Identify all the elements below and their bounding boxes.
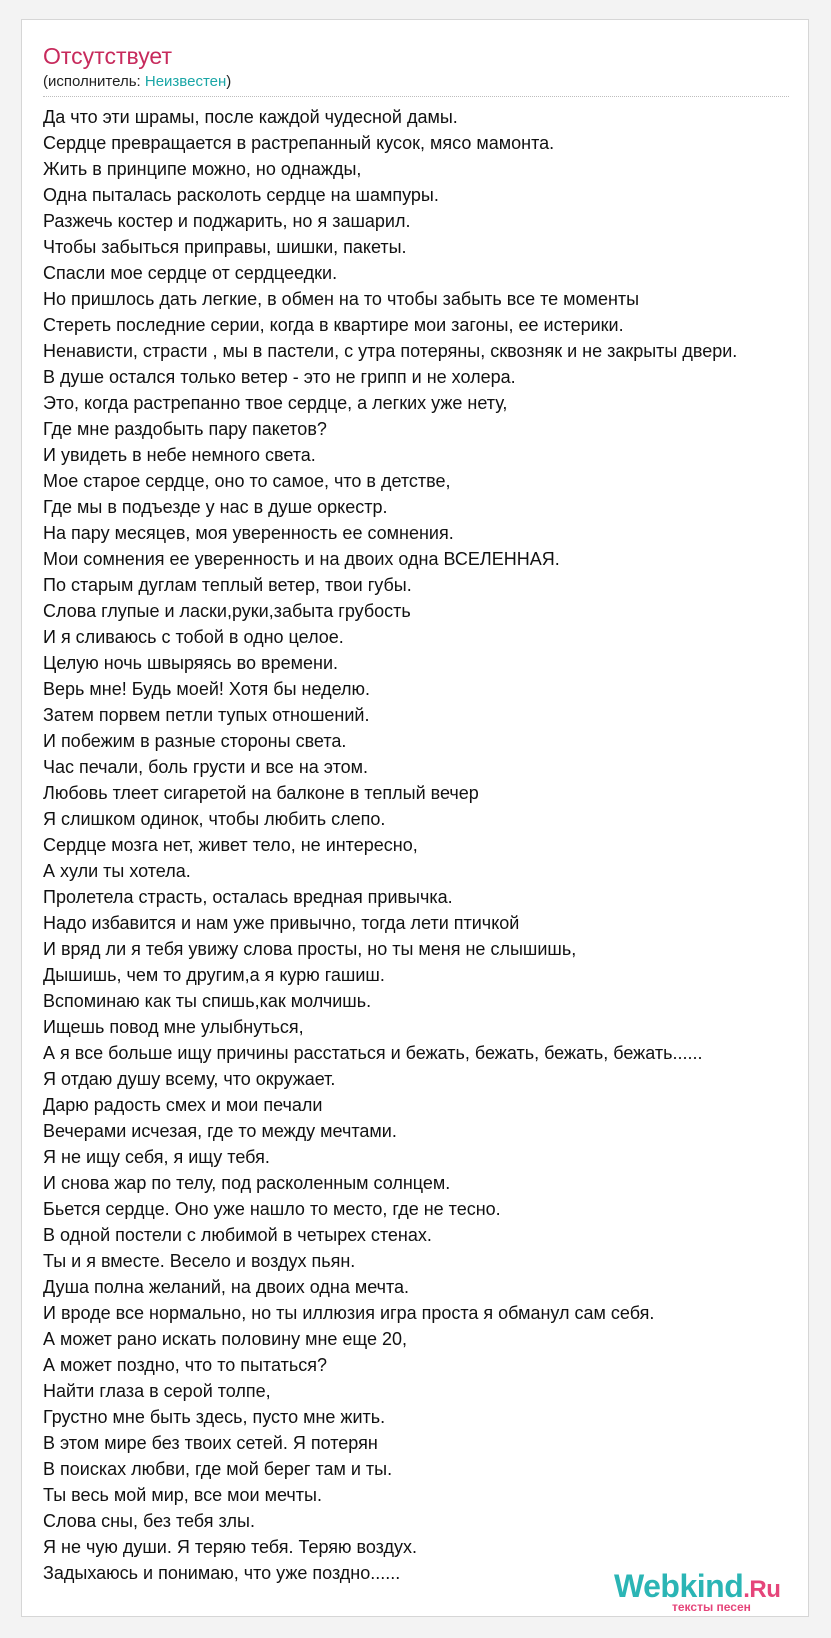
artist-suffix: ) (226, 73, 232, 90)
lyric-line: Я отдаю душу всему, что окружает. (43, 1069, 336, 1089)
lyric-line: Грустно мне быть здесь, пусто мне жить. (43, 1407, 386, 1427)
lyric-line: Я слишком одинок, чтобы любить слепо. (43, 809, 386, 829)
logo-tld-text: .Ru (743, 1576, 781, 1603)
artist-link[interactable]: Неизвестен (144, 73, 227, 90)
lyric-line: Задыхаюсь и понимаю, что уже поздно...... (43, 1563, 401, 1583)
lyric-line: Мои сомнения ее уверенность и на двоих одна ВСЕЛЕННАЯ. (43, 549, 560, 569)
lyric-line: Сердце мозга нет, живет тело, не интересно, (43, 835, 418, 855)
lyric-line: По старым дуглам теплый ветер, твои губы. (43, 575, 412, 595)
lyric-line: Найти глаза в серой толпе, (43, 1381, 271, 1401)
lyric-line: Вспоминаю как ты спишь,как молчишь. (43, 991, 372, 1011)
lyric-line: Любовь тлеет сигаретой на балконе в теплый вечер (43, 783, 479, 803)
lyric-line: В душе остался только ветер - это не грипп и не холера. (43, 367, 516, 387)
lyric-line: Бьется сердце. Оно уже нашло то место, где не тесно. (43, 1199, 501, 1219)
lyric-line: А может поздно, что то пытаться? (43, 1355, 327, 1375)
lyric-line: И снова жар по телу, под расколенным солнцем. (43, 1173, 451, 1193)
lyric-line: Да что эти шрамы, после каждой чудесной дамы. (43, 107, 458, 127)
lyrics-block (43, 104, 823, 1586)
lyric-line: Но пришлось дать легкие, в обмен на то чтобы забыть все те моменты (43, 289, 640, 309)
site-logo[interactable] (614, 1566, 814, 1616)
lyric-line: Надо избавится и нам уже привычно, тогда лети птичкой (43, 913, 520, 933)
lyric-line: Сердце превращается в растрепанный кусок, мясо мамонта. (43, 133, 555, 153)
lyric-line: А хули ты хотела. (43, 861, 191, 881)
title-divider (43, 96, 789, 97)
lyric-line: На пару месяцев, моя уверенность ее сомнения. (43, 523, 454, 543)
lyric-line: Вечерами исчезая, где то между мечтами. (43, 1121, 397, 1141)
lyric-line: И увидеть в небе немного света. (43, 445, 316, 465)
lyric-line: Спасли мое сердце от сердцеедки. (43, 263, 338, 283)
lyric-line: А может рано искать половину мне еще 20, (43, 1329, 408, 1349)
lyric-line: В одной постели с любимой в четырех стенах. (43, 1225, 432, 1245)
lyric-line: Ищешь повод мне улыбнуться, (43, 1017, 304, 1037)
lyric-line: Дышишь, чем то другим,а я курю гашиш. (43, 965, 385, 985)
lyric-line: А я все больше ищу причины расстаться и бежать, бежать, бежать, бежать...... (43, 1043, 703, 1063)
lyric-line: Затем порвем петли тупых отношений. (43, 705, 370, 725)
song-title: Отсутствует (43, 43, 172, 69)
lyric-line: Душа полна желаний, на двоих одна мечта. (43, 1277, 410, 1297)
lyric-line: Где мы в подъезде у нас в душе оркестр. (43, 497, 388, 517)
lyric-line: И вряд ли я тебя увижу слова просты, но ты меня не слышишь, (43, 939, 577, 959)
lyric-line: Жить в принципе можно, но однажды, (43, 159, 362, 179)
lyric-line: Стереть последние серии, когда в квартире мои загоны, ее истерики. (43, 315, 624, 335)
lyric-line: И я сливаюсь с тобой в одно целое. (43, 627, 344, 647)
lyric-line: Целую ночь швыряясь во времени. (43, 653, 339, 673)
artist-prefix: (исполнитель: (43, 73, 145, 90)
lyric-line: Ты и я вместе. Весело и воздух пьян. (43, 1251, 356, 1271)
lyric-line: Дарю радость смех и мои печали (43, 1095, 323, 1115)
lyric-line: Ты весь мой мир, все мои мечты. (43, 1485, 322, 1505)
lyric-line: Мое старое сердце, оно то самое, что в детстве, (43, 471, 451, 491)
lyric-line: Верь мне! Будь моей! Хотя бы неделю. (43, 679, 371, 699)
lyric-line: И вроде все нормально, но ты иллюзия игра проста я обманул сам себя. (43, 1303, 655, 1323)
lyric-line: Я не ищу себя, я ищу тебя. (43, 1147, 270, 1167)
lyric-line: Это, когда растрепанно твое сердце, а легких уже нету, (43, 393, 508, 413)
lyric-line: Где мне раздобыть пару пакетов? (43, 419, 327, 439)
lyric-line: Ненависти, страсти , мы в пастели, с утра потеряны, сквозняк и не закрыты двери. (43, 341, 738, 361)
lyric-line: Чтобы забыться приправы, шишки, пакеты. (43, 237, 407, 257)
lyric-line: Час печали, боль грусти и все на этом. (43, 757, 368, 777)
logo-tagline: тексты песен (672, 1600, 751, 1614)
lyric-line: Слова глупые и ласки,руки,забыта грубость (43, 601, 411, 621)
logo-web-text: Webkind (614, 1568, 744, 1604)
artist-line (43, 72, 231, 92)
lyric-line: Пролетела страсть, осталась вредная привычка. (43, 887, 453, 907)
lyric-line: В этом мире без твоих сетей. Я потерян (43, 1433, 378, 1453)
lyric-line: В поисках любви, где мой берег там и ты. (43, 1459, 393, 1479)
lyric-line: Разжечь костер и поджарить, но я зашарил. (43, 211, 411, 231)
lyric-line: Я не чую души. Я теряю тебя. Теряю воздух. (43, 1537, 418, 1557)
lyric-line: Одна пыталась расколоть сердце на шампуры. (43, 185, 439, 205)
lyric-line: И побежим в разные стороны света. (43, 731, 347, 751)
lyric-line: Слова сны, без тебя злы. (43, 1511, 255, 1531)
